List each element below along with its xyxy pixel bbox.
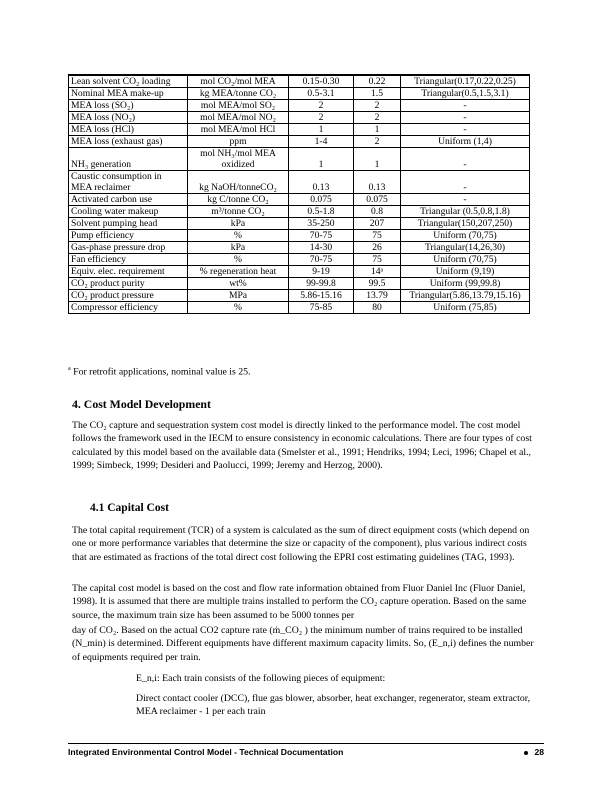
range-cell: 0.075: [289, 194, 354, 206]
nominal-cell: 26: [354, 242, 401, 254]
range-cell: 0.5-1.8: [289, 206, 354, 218]
distribution-cell: Uniform (75,85): [401, 302, 530, 314]
capital-cost-paragraph-3: day of CO₂. Based on the actual CO2 capture rate (ṁ_CO₂ ) the minimum number of trains required to be installed (N_min) is determined. Different equipments have different maximum capacity limits. So, (E_n,i) defines the number of equipments required per train.: [72, 625, 534, 663]
param-name-cell: Nominal MEA make-up: [69, 88, 188, 100]
param-name-cell: CO₂ product purity: [69, 278, 188, 290]
distribution-cell: -: [401, 148, 530, 171]
nominal-cell: 75: [354, 254, 401, 266]
footnote-marker: a: [68, 366, 71, 372]
nominal-cell: 1.5: [354, 88, 401, 100]
footer-title: Integrated Environmental Control Model - Technical Documentation: [68, 747, 344, 757]
distribution-cell: Uniform (9,19): [401, 266, 530, 278]
table-row: [69, 290, 530, 302]
param-name-cell: MEA loss (HCl): [69, 124, 188, 136]
nominal-cell: 80: [354, 302, 401, 314]
table-row: [69, 100, 530, 112]
param-name-cell: MEA loss (exhaust gas): [69, 136, 188, 148]
distribution-cell: Triangular(0.5,1.5,3.1): [401, 88, 530, 100]
parameter-table: [68, 74, 530, 314]
param-name-cell: Pump efficiency: [69, 230, 188, 242]
param-name-cell: Compressor efficiency: [69, 302, 188, 314]
section-paragraph: The CO₂ capture and sequestration system cost model is directly linked to the performance model. The cost model follows the framework used in the IECM to ensure consistency in economic calculations. There are four types of cost calculated by this model based on the available data (Smelster et al., 1991; Hendriks, 1994; Leci, 1996; Chapel et al., 1999; Simbeck, 1999; Desideri and Paolucci, 1999; Jeremy and Herzog, 2000).: [72, 420, 532, 472]
param-name-cell: Caustic consumption in MEA reclaimer: [69, 171, 188, 194]
footer-page-number: [524, 747, 544, 757]
table-row: [69, 218, 530, 230]
table-footnote: [68, 366, 251, 377]
bullet-icon: [524, 751, 528, 755]
footnote-text: For retrofit applications, nominal value is 25.: [70, 366, 251, 378]
nominal-cell: 207: [354, 218, 401, 230]
distribution-cell: Triangular(5.86,13.79,15.16): [401, 290, 530, 302]
subsection-heading: 4.1 Capital Cost: [90, 502, 169, 514]
range-cell: 70-75: [289, 230, 354, 242]
footer-divider: [68, 743, 544, 744]
distribution-cell: Uniform (70,75): [401, 254, 530, 266]
table-row: [69, 88, 530, 100]
range-cell: 2: [289, 112, 354, 124]
distribution-cell: -: [401, 171, 530, 194]
distribution-cell: Triangular(150,207,250): [401, 218, 530, 230]
range-cell: 1: [289, 148, 354, 171]
capital-cost-paragraph-2: The capital cost model is based on the cost and flow rate information obtained from Fluor Daniel Inc (Fluor Daniel, 1998). It is assumed that there are multiple trains installed to perform the CO₂ capture operation. Based on the same source, the maximum train size has been assumed to be 5000 tonnes per: [72, 583, 527, 621]
nominal-cell: 2: [354, 100, 401, 112]
unit-cell: kPa: [188, 242, 289, 254]
unit-cell: mol NH₃/mol MEA oxidized: [188, 148, 289, 171]
nominal-cell: 99.5: [354, 278, 401, 290]
section-heading: 4. Cost Model Development: [72, 397, 211, 411]
page-number: 28: [534, 747, 544, 757]
unit-cell: kg MEA/tonne CO₂: [188, 88, 289, 100]
nominal-cell: 0.8: [354, 206, 401, 218]
table-row: [69, 136, 530, 148]
unit-cell: m³/tonne CO₂: [188, 206, 289, 218]
param-name-cell: Fan efficiency: [69, 254, 188, 266]
equipment-list-intro: E_n,i: Each train consists of the following pieces of equipment:: [136, 673, 386, 684]
range-cell: 5.86-15.16: [289, 290, 354, 302]
distribution-cell: -: [401, 194, 530, 206]
nominal-cell: 1: [354, 148, 401, 171]
table-row: [69, 302, 530, 314]
range-cell: 1: [289, 124, 354, 136]
nominal-cell: 1: [354, 124, 401, 136]
unit-cell: kg C/tonne CO₂: [188, 194, 289, 206]
unit-cell: %: [188, 254, 289, 266]
unit-cell: % regeneration heat: [188, 266, 289, 278]
range-cell: 9-19: [289, 266, 354, 278]
distribution-cell: Triangular (0.5,0.8,1.8): [401, 206, 530, 218]
nominal-cell: 0.13: [354, 171, 401, 194]
range-cell: 14-30: [289, 242, 354, 254]
unit-cell: mol MEA/mol HCl: [188, 124, 289, 136]
distribution-cell: Uniform (1,4): [401, 136, 530, 148]
range-cell: 1-4: [289, 136, 354, 148]
param-name-cell: Gas-phase pressure drop: [69, 242, 188, 254]
param-name-cell: Solvent pumping head: [69, 218, 188, 230]
nominal-cell: 0.075: [354, 194, 401, 206]
range-cell: 99-99.8: [289, 278, 354, 290]
table-row: [69, 266, 530, 278]
table-row: [69, 278, 530, 290]
table-row: [69, 206, 530, 218]
nominal-cell: 13.79: [354, 290, 401, 302]
unit-cell: mol MEA/mol NO₂: [188, 112, 289, 124]
distribution-cell: Triangular(0.17,0.22,0.25): [401, 75, 530, 88]
param-name-cell: Activated carbon use: [69, 194, 188, 206]
unit-cell: mol CO₂/mol MEA: [188, 75, 289, 88]
table-row: [69, 124, 530, 136]
unit-cell: kPa: [188, 218, 289, 230]
distribution-cell: -: [401, 124, 530, 136]
table-row: [69, 112, 530, 124]
distribution-cell: Triangular(14,26,30): [401, 242, 530, 254]
unit-cell: %: [188, 302, 289, 314]
distribution-cell: Uniform (70,75): [401, 230, 530, 242]
unit-cell: kg NaOH/tonneCO₂: [188, 171, 289, 194]
param-name-cell: Cooling water makeup: [69, 206, 188, 218]
range-cell: 70-75: [289, 254, 354, 266]
table-row: [69, 148, 530, 171]
unit-cell: MPa: [188, 290, 289, 302]
table-row: [69, 230, 530, 242]
nominal-cell: 75: [354, 230, 401, 242]
table-row: [69, 194, 530, 206]
range-cell: 2: [289, 100, 354, 112]
distribution-cell: -: [401, 100, 530, 112]
unit-cell: wt%: [188, 278, 289, 290]
equipment-list-item: Direct contact cooler (DCC), flue gas blower, absorber, heat exchanger, regenerator, steam extractor, MEA reclaimer - 1 per each train: [136, 693, 531, 718]
unit-cell: %: [188, 230, 289, 242]
param-name-cell: Equiv. elec. requirement: [69, 266, 188, 278]
nominal-cell: 2: [354, 112, 401, 124]
range-cell: 0.13: [289, 171, 354, 194]
unit-cell: ppm: [188, 136, 289, 148]
param-name-cell: MEA loss (SO₂): [69, 100, 188, 112]
param-name-cell: CO₂ product pressure: [69, 290, 188, 302]
param-name-cell: Lean solvent CO₂ loading: [69, 75, 188, 88]
table-row: [69, 242, 530, 254]
range-cell: 0.15-0.30: [289, 75, 354, 88]
unit-cell: mol MEA/mol SO₂: [188, 100, 289, 112]
range-cell: 35-250: [289, 218, 354, 230]
table-row: [69, 171, 530, 194]
nominal-cell: 0.22: [354, 75, 401, 88]
table-row: [69, 254, 530, 266]
nominal-cell: 14ᵃ: [354, 266, 401, 278]
distribution-cell: -: [401, 112, 530, 124]
table-row: [69, 75, 530, 88]
range-cell: 0.5-3.1: [289, 88, 354, 100]
nominal-cell: 2: [354, 136, 401, 148]
distribution-cell: Uniform (99,99.8): [401, 278, 530, 290]
parameter-table-body: [69, 75, 530, 314]
capital-cost-paragraph-1: The total capital requirement (TCR) of a system is calculated as the sum of direct equipment costs (which depend on one or more performance variables that determine the size or capacity of the component), plus various indirect costs that are estimated as fractions of the total direct cost following the EPRI cost estimating guidelines (TAG, 1993).: [72, 525, 530, 563]
param-name-cell: MEA loss (NO₂): [69, 112, 188, 124]
range-cell: 75-85: [289, 302, 354, 314]
param-name-cell: NH₃ generation: [69, 148, 188, 171]
